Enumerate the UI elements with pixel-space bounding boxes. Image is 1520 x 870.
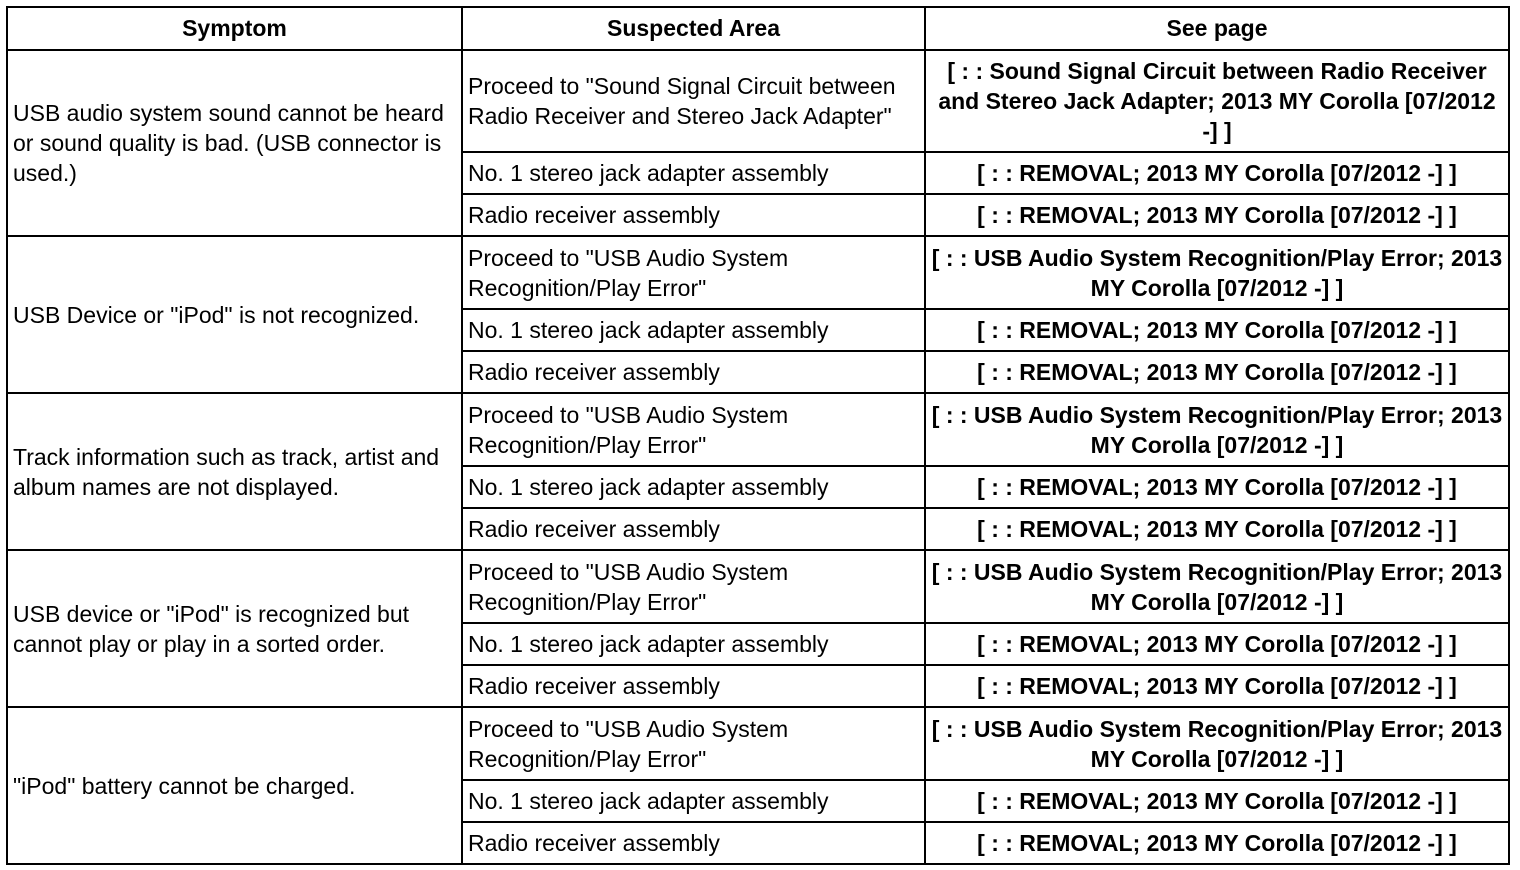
symptom-cell: USB device or "iPod" is recognized but cannot play or play in a sorted order. xyxy=(7,550,462,707)
symptom-cell: USB audio system sound cannot be heard or sound quality is bad. (USB connector is used.) xyxy=(7,50,462,236)
see-page-cell[interactable] xyxy=(925,550,1509,623)
see-page-cell[interactable] xyxy=(925,236,1509,309)
see-page-link[interactable]: [ : : USB Audio System Recognition/Play Error; 2013 MY Corolla [07/2012 -] ] xyxy=(931,715,1503,772)
see-page-cell[interactable] xyxy=(925,351,1509,393)
see-page-link[interactable]: [ : : Sound Signal Circuit between Radio Receiver and Stereo Jack Adapter; 2013 MY Corolla [07/2012 -] ] xyxy=(938,58,1496,144)
suspected-area-cell: Proceed to "USB Audio System Recognition/Play Error" xyxy=(462,550,925,623)
suspected-area-cell: No. 1 stereo jack adapter assembly xyxy=(462,466,925,508)
see-page-link[interactable]: [ : : USB Audio System Recognition/Play Error; 2013 MY Corolla [07/2012 -] ] xyxy=(931,558,1503,615)
see-page-link[interactable]: [ : : REMOVAL; 2013 MY Corolla [07/2012 -] ] xyxy=(977,830,1457,856)
suspected-area-cell: No. 1 stereo jack adapter assembly xyxy=(462,623,925,665)
see-page-link[interactable]: [ : : REMOVAL; 2013 MY Corolla [07/2012 -] ] xyxy=(977,631,1457,657)
troubleshooting-table xyxy=(6,6,1510,865)
see-page-link[interactable]: [ : : USB Audio System Recognition/Play Error; 2013 MY Corolla [07/2012 -] ] xyxy=(931,244,1503,301)
table-row xyxy=(7,393,1509,466)
see-page-cell[interactable] xyxy=(925,393,1509,466)
header-see-page: See page xyxy=(925,7,1509,50)
suspected-area-cell: No. 1 stereo jack adapter assembly xyxy=(462,780,925,822)
see-page-cell[interactable] xyxy=(925,152,1509,194)
see-page-cell[interactable] xyxy=(925,508,1509,550)
suspected-area-cell: Radio receiver assembly xyxy=(462,194,925,236)
header-suspected-area: Suspected Area xyxy=(462,7,925,50)
see-page-link[interactable]: [ : : REMOVAL; 2013 MY Corolla [07/2012 -] ] xyxy=(977,788,1457,814)
suspected-area-cell: Radio receiver assembly xyxy=(462,508,925,550)
symptom-cell: Track information such as track, artist and album names are not displayed. xyxy=(7,393,462,550)
suspected-area-cell: Radio receiver assembly xyxy=(462,665,925,707)
see-page-cell[interactable] xyxy=(925,822,1509,864)
symptom-cell: "iPod" battery cannot be charged. xyxy=(7,707,462,864)
see-page-link[interactable]: [ : : USB Audio System Recognition/Play Error; 2013 MY Corolla [07/2012 -] ] xyxy=(931,401,1503,458)
suspected-area-cell: Proceed to "USB Audio System Recognition/Play Error" xyxy=(462,236,925,309)
see-page-cell[interactable] xyxy=(925,707,1509,780)
table-row xyxy=(7,50,1509,152)
see-page-link[interactable]: [ : : REMOVAL; 2013 MY Corolla [07/2012 -] ] xyxy=(977,673,1457,699)
see-page-cell[interactable] xyxy=(925,780,1509,822)
suspected-area-cell: Proceed to "USB Audio System Recognition/Play Error" xyxy=(462,707,925,780)
table-header-row xyxy=(7,7,1509,50)
suspected-area-cell: No. 1 stereo jack adapter assembly xyxy=(462,152,925,194)
see-page-cell[interactable] xyxy=(925,309,1509,351)
see-page-cell[interactable] xyxy=(925,623,1509,665)
see-page-cell[interactable] xyxy=(925,50,1509,152)
table-row xyxy=(7,550,1509,623)
see-page-link[interactable]: [ : : REMOVAL; 2013 MY Corolla [07/2012 -] ] xyxy=(977,516,1457,542)
suspected-area-cell: Proceed to "Sound Signal Circuit between Radio Receiver and Stereo Jack Adapter" xyxy=(462,50,925,152)
see-page-cell[interactable] xyxy=(925,665,1509,707)
see-page-link[interactable]: [ : : REMOVAL; 2013 MY Corolla [07/2012 -] ] xyxy=(977,359,1457,385)
suspected-area-cell: No. 1 stereo jack adapter assembly xyxy=(462,309,925,351)
see-page-link[interactable]: [ : : REMOVAL; 2013 MY Corolla [07/2012 -] ] xyxy=(977,317,1457,343)
suspected-area-cell: Proceed to "USB Audio System Recognition/Play Error" xyxy=(462,393,925,466)
suspected-area-cell: Radio receiver assembly xyxy=(462,351,925,393)
table-row xyxy=(7,236,1509,309)
see-page-link[interactable]: [ : : REMOVAL; 2013 MY Corolla [07/2012 -] ] xyxy=(977,474,1457,500)
see-page-cell[interactable] xyxy=(925,466,1509,508)
see-page-cell[interactable] xyxy=(925,194,1509,236)
symptom-cell: USB Device or "iPod" is not recognized. xyxy=(7,236,462,393)
see-page-link[interactable]: [ : : REMOVAL; 2013 MY Corolla [07/2012 -] ] xyxy=(977,202,1457,228)
header-symptom: Symptom xyxy=(7,7,462,50)
see-page-link[interactable]: [ : : REMOVAL; 2013 MY Corolla [07/2012 -] ] xyxy=(977,160,1457,186)
suspected-area-cell: Radio receiver assembly xyxy=(462,822,925,864)
table-row xyxy=(7,707,1509,780)
